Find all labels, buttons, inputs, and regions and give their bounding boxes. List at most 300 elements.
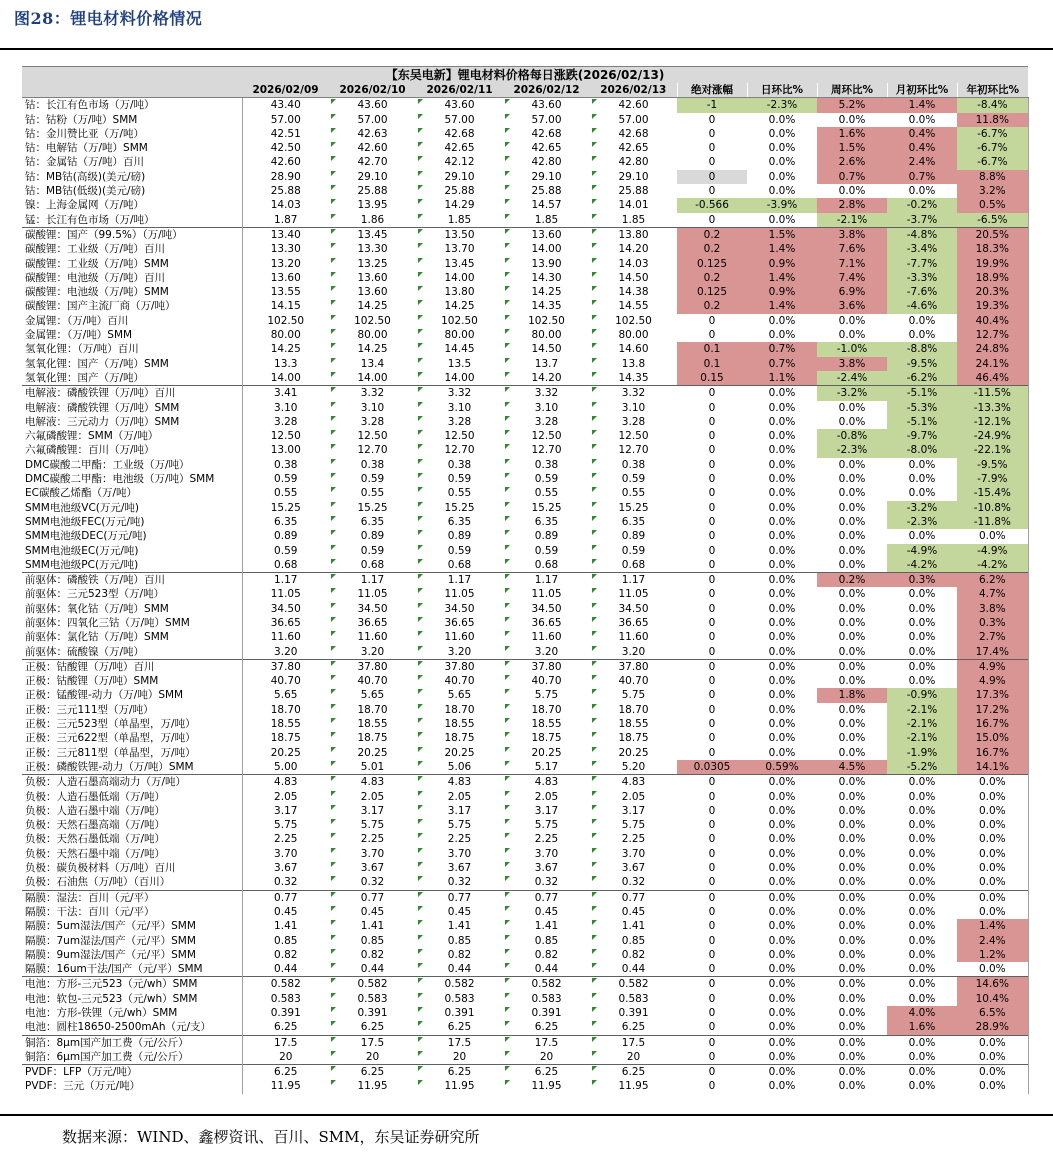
change-cell-year: 28.9% [957,1020,1028,1035]
price-cell: 2.05 [274,790,298,803]
price-cell: 102.50 [329,314,416,328]
price-cell: 0.85 [274,934,298,947]
table-row [22,602,1028,616]
material-name-cell: 六氟磷酸锂：SMM（万/吨） [22,429,242,443]
change-cell-mon: 0.0% [908,487,936,500]
price-cell: 0.89 [274,530,298,543]
price-cell: 14.00 [270,371,301,384]
price-table-container [22,66,1028,1094]
price-cell: 0.59 [416,472,503,486]
table-row [22,630,1028,644]
change-cell-day: 0.9% [747,257,817,271]
price-cell: 5.75 [590,818,677,832]
change-cell-year: -9.5% [957,458,1028,472]
change-cell-day: 0.0% [768,142,796,155]
price-cell: 13.95 [329,198,416,212]
price-cell: 0.82 [329,948,416,962]
change-cell-mon: 0.0% [908,819,936,832]
change-cell-week: 0.0% [838,963,866,976]
price-cell: 13.4 [329,357,416,371]
price-cell: 14.35 [503,299,590,313]
price-cell: 0.59 [274,473,298,486]
table-row [22,127,1028,141]
material-name-cell: 正极：锰酸锂-动力（万/吨）SMM [22,688,242,702]
table-row [22,992,1028,1006]
price-cell: 13.90 [503,257,590,271]
material-name-cell: 铜箔：6μm国产加工费（元/公斤） [22,1050,242,1065]
change-cell-day: 1.4% [747,242,817,256]
material-name-cell: 钴：MB钴(高级)(美元/磅) [22,170,242,184]
material-name-cell: 负极：人造石墨高端动力（万/吨） [22,775,242,790]
change-cell-week: 0.0% [838,1050,866,1063]
change-cell-day: 0.0% [768,113,796,126]
table-row [22,342,1028,356]
material-name-cell: 隔膜：干法：百川（元/平） [22,905,242,919]
change-cell-week: 5.2% [817,98,887,113]
material-name-cell: PVDF：LFP（万元/吨） [22,1065,242,1080]
price-cell: 0.82 [590,948,677,962]
table-row [22,804,1028,818]
change-cell-day: 0.0% [768,530,796,543]
material-name-cell: 前驱体：氯化钴（万/吨）SMM [22,630,242,644]
table-row [22,415,1028,429]
price-cell: 3.67 [590,861,677,875]
change-cell-abs: 0 [708,430,716,443]
change-cell-week: 0.0% [838,415,866,428]
price-cell: 3.10 [416,401,503,415]
table-row [22,1079,1028,1093]
change-cell-year: -7.9% [957,472,1028,486]
table-row [22,587,1028,601]
price-cell: 6.25 [590,1065,677,1080]
change-cell-day: 0.0% [768,314,796,327]
price-cell: 13.40 [242,227,329,242]
price-cell: 0.32 [503,875,590,890]
change-cell-year: -8.4% [957,98,1028,113]
change-cell-day: 0.0% [768,329,796,342]
change-cell-week: 3.6% [817,299,887,313]
material-name-cell: 电解液：磷酸铁锂（万/吨）SMM [22,401,242,415]
change-cell-mon: -5.3% [887,401,957,415]
price-cell: 14.03 [270,199,301,212]
material-name-cell: 氢氧化锂：（万/吨）百川 [22,342,242,356]
price-cell: 0.77 [503,890,590,905]
price-cell: 0.68 [329,558,416,573]
price-cell: 11.60 [416,630,503,644]
price-cell: 43.60 [416,98,503,113]
table-row [22,113,1028,127]
change-cell-year: 0.5% [957,198,1028,212]
change-cell-day: 0.0% [768,920,796,933]
change-cell-week: 0.0% [817,977,887,992]
price-cell: 14.00 [416,371,503,386]
material-name-cell: 负极：人造石墨中端（万/吨） [22,804,242,818]
price-cell: 0.77 [416,890,503,905]
change-cell-year: 4.9% [957,674,1028,688]
change-cell-mon: 1.6% [887,1020,957,1035]
material-name-cell: 电池：软包-三元523（元/wh）SMM [22,992,242,1006]
change-cell-abs: 0 [708,544,716,557]
change-cell-day: 0.0% [768,631,796,644]
table-row [22,861,1028,875]
price-cell: 0.44 [503,962,590,977]
price-cell: 14.25 [270,343,301,356]
price-cell: 43.40 [242,98,329,113]
price-cell: 57.00 [503,113,590,127]
source-note: 数据来源：WIND、鑫椤资讯、百川、SMM，东吴证券研究所 [62,1128,480,1146]
change-cell-abs: 0 [677,775,747,790]
change-cell-year: 0.0% [957,1050,1028,1065]
material-name-cell: 正极：钴酸锂（万/吨）百川 [22,659,242,674]
price-cell: 36.65 [416,616,503,630]
price-cell: 14.57 [503,198,590,212]
price-cell: 1.41 [503,919,590,933]
price-cell: 20 [416,1050,503,1065]
price-cell: 6.35 [590,515,677,529]
price-cell: 11.95 [590,1079,677,1093]
material-name-cell: 碳酸锂：国产主流厂商（万/吨） [22,299,242,313]
change-cell-week: 0.0% [838,675,866,688]
change-cell-mon: 0.0% [908,876,936,889]
price-cell: 0.82 [416,948,503,962]
price-cell: 11.60 [503,630,590,644]
price-cell: 13.3 [274,357,298,370]
top-divider [0,48,1053,50]
change-cell-abs: 0 [708,401,716,414]
change-cell-day: 0.0% [747,890,817,905]
table-row [22,271,1028,285]
change-cell-abs: 0 [708,501,716,514]
change-cell-abs: 0.2 [677,299,747,313]
change-cell-week: 0.0% [838,948,866,961]
price-cell: 1.85 [590,213,677,228]
change-cell-day: 0.0% [768,430,796,443]
price-cell: 42.65 [416,141,503,155]
change-cell-week: 1.5% [817,141,887,155]
price-cell: 36.65 [329,616,416,630]
change-cell-abs: 0 [708,602,716,615]
price-cell: 3.28 [329,415,416,429]
change-cell-week: -2.1% [817,213,887,228]
price-cell: 18.55 [270,718,301,731]
price-cell: 0.68 [590,558,677,573]
change-cell-abs: 0 [708,703,716,716]
price-cell: 36.65 [590,616,677,630]
change-cell-mon: -2.1% [887,703,957,717]
change-cell-week: 0.0% [838,329,866,342]
price-cell: 0.391 [590,1006,677,1020]
change-cell-year: 0.0% [957,1065,1028,1080]
change-cell-mon: -3.7% [887,213,957,228]
change-cell-week: 0.0% [838,530,866,543]
change-cell-week: 0.0% [838,718,866,731]
price-cell: 34.50 [416,602,503,616]
price-cell: 0.44 [590,962,677,977]
price-cell: 57.00 [590,113,677,127]
price-cell: 20 [590,1050,677,1065]
change-cell-year: 14.1% [957,760,1028,775]
price-cell: 12.50 [270,430,301,443]
table-row [22,501,1028,515]
change-cell-week: 3.8% [817,357,887,371]
change-cell-day: 0.0% [768,473,796,486]
price-cell: 1.41 [416,919,503,933]
price-cell: 5.65 [329,688,416,702]
table-row [22,458,1028,472]
change-cell-mon: 0.0% [908,616,936,629]
price-cell: 40.70 [503,674,590,688]
price-cell: 6.25 [329,1020,416,1035]
material-name-cell: SMM电池级EC(万元/吨) [22,544,242,558]
change-cell-abs: 0 [677,386,747,401]
price-cell: 13.45 [416,257,503,271]
change-cell-abs: 0 [708,1050,716,1063]
material-name-cell: 隔膜：7um湿法/国产（元/平）SMM [22,934,242,948]
price-cell: 1.85 [416,213,503,228]
price-cell: 3.17 [329,804,416,818]
change-cell-year: 0.3% [957,616,1028,630]
price-cell: 5.65 [416,688,503,702]
table-row [22,314,1028,328]
change-cell-day: -3.9% [747,198,817,212]
price-cell: 0.85 [329,934,416,948]
change-cell-week: 0.0% [817,1035,887,1050]
price-cell: 0.583 [329,992,416,1006]
material-name-cell: 氢氧化锂：国产（万/吨） [22,371,242,386]
price-cell: 2.05 [590,790,677,804]
change-cell-year: 12.7% [957,328,1028,342]
change-cell-year: -4.2% [957,558,1028,573]
price-cell: 0.82 [503,948,590,962]
change-cell-week: 0.0% [838,515,866,528]
change-cell-week: -2.3% [817,443,887,457]
price-cell: 0.68 [503,558,590,573]
price-cell: 5.75 [274,819,298,832]
price-cell: 0.583 [416,992,503,1006]
change-cell-week: 0.0% [838,790,866,803]
price-cell: 80.00 [329,328,416,342]
change-cell-mon: -1.9% [887,746,957,760]
change-cell-year: 20.3% [957,285,1028,299]
change-cell-mon: 0.0% [887,1065,957,1080]
change-cell-year: 0.0% [957,832,1028,846]
change-cell-mon: -5.1% [887,415,957,429]
change-cell-week: -2.4% [817,371,887,386]
material-name-cell: 钴：钴粉（万/吨）SMM [22,113,242,127]
price-cell: 17.5 [416,1035,503,1050]
header-column-9: 月初环比% [887,83,957,98]
material-name-cell: 正极：三元811型（单晶型，万/吨） [22,746,242,760]
change-cell-mon: -5.1% [887,386,957,401]
change-cell-week: 0.0% [838,920,866,933]
price-cell: 29.10 [503,170,590,184]
price-cell: 0.85 [503,934,590,948]
change-cell-week: 2.6% [817,155,887,169]
price-cell: 0.391 [503,1006,590,1020]
price-cell: 5.01 [329,760,416,775]
price-cell: 13.60 [503,227,590,242]
price-cell: 42.65 [503,141,590,155]
change-cell-day: 0.0% [768,790,796,803]
price-cell: 3.10 [590,401,677,415]
price-cell: 42.60 [329,141,416,155]
change-cell-week: 0.0% [838,833,866,846]
table-row [22,429,1028,443]
price-cell: 6.25 [416,1065,503,1080]
price-cell: 13.80 [416,285,503,299]
price-cell: 0.55 [274,487,298,500]
change-cell-day: 0.0% [747,573,817,588]
price-cell: 3.67 [416,861,503,875]
change-cell-year: -10.8% [957,501,1028,515]
change-cell-day: 0.0% [768,819,796,832]
price-cell: 42.68 [590,127,677,141]
header-column-8: 周环比% [817,83,887,98]
price-cell: 3.20 [416,645,503,660]
price-cell: 12.70 [590,443,677,457]
change-cell-week: 3.8% [817,227,887,242]
price-cell: 40.70 [329,674,416,688]
price-cell: 0.68 [416,558,503,573]
price-cell: 15.25 [590,501,677,515]
price-cell: 0.44 [416,962,503,977]
material-name-cell: 隔膜：16um干法/国产（元/平）SMM [22,962,242,977]
table-row [22,573,1028,588]
table-row [22,790,1028,804]
change-cell-year: 17.2% [957,703,1028,717]
price-cell: 3.32 [329,386,416,401]
change-cell-abs: 0 [708,415,716,428]
change-cell-day: 0.0% [768,1050,796,1063]
table-row [22,875,1028,890]
price-cell: 0.68 [274,558,298,571]
price-cell: 13.60 [329,285,416,299]
price-cell: 18.55 [329,717,416,731]
change-cell-abs: 0 [708,588,716,601]
change-cell-week: 0.0% [838,558,866,571]
price-cell: 3.10 [503,401,590,415]
change-cell-day: 0.0% [768,645,796,658]
change-cell-year: 17.3% [957,688,1028,702]
price-cell: 20.25 [503,746,590,760]
change-cell-abs: 0 [708,127,716,140]
material-name-cell: 负极：石油焦（万/吨）（百川） [22,875,242,890]
change-cell-year: 0.0% [957,875,1028,890]
price-cell: 5.65 [274,689,298,702]
change-cell-day: 0.7% [747,342,817,356]
price-cell: 1.17 [329,573,416,588]
change-cell-day: 0.0% [768,833,796,846]
material-name-cell: 负极：碳负极材料（万/吨）百川 [22,861,242,875]
table-header-row [22,83,1028,98]
price-cell: 0.582 [416,977,503,992]
change-cell-abs: 0.1 [677,357,747,371]
price-cell: 5.00 [274,760,298,773]
change-cell-week: 0.0% [838,501,866,514]
price-cell: 17.5 [329,1035,416,1050]
price-cell: 13.00 [270,444,301,457]
change-cell-mon: -8.8% [887,342,957,356]
change-cell-day: 0.0% [768,1021,796,1034]
change-cell-year: 3.8% [957,602,1028,616]
change-cell-mon: 0.0% [908,905,936,918]
change-cell-day: 0.0% [768,1007,796,1019]
change-cell-day: 0.0% [768,487,796,500]
price-cell: 0.38 [416,458,503,472]
price-cell: 6.25 [590,1020,677,1035]
price-cell: 18.75 [329,731,416,745]
price-cell: 5.20 [590,760,677,775]
price-cell: 0.582 [242,977,329,992]
change-cell-day: 0.59% [747,760,817,775]
material-name-cell: SMM电池级PC(万元/吨) [22,558,242,573]
price-cell: 11.95 [270,1080,301,1093]
change-cell-week: -0.8% [817,429,887,443]
price-cell: 4.83 [503,775,590,790]
price-cell: 14.35 [590,371,677,386]
price-cell: 0.89 [329,529,416,543]
change-cell-mon: 0.0% [887,890,957,905]
change-cell-day: 0.0% [768,401,796,414]
change-cell-year: 0.0% [957,1035,1028,1050]
material-name-cell: 隔膜：湿法：百川（元/平） [22,890,242,905]
change-cell-mon: -4.9% [887,544,957,558]
price-cell: 37.80 [590,659,677,674]
price-cell: 37.80 [329,659,416,674]
price-cell: 11.95 [416,1079,503,1093]
price-cell: 13.55 [270,286,301,299]
change-cell-year: 0.0% [957,847,1028,861]
price-cell: 12.50 [590,429,677,443]
price-cell: 37.80 [242,659,329,674]
price-cell: 0.89 [590,529,677,543]
material-name-cell: EC碳酸乙烯酯（万/吨） [22,486,242,500]
table-row [22,170,1028,184]
price-cell: 57.00 [329,113,416,127]
change-cell-day: 0.0% [768,588,796,601]
price-cell: 2.25 [274,833,298,846]
change-cell-year: 6.2% [957,573,1028,588]
change-cell-abs: 0 [708,689,716,702]
price-cell: 3.10 [329,401,416,415]
change-cell-day: 1.5% [747,227,817,242]
price-cell: 18.70 [329,703,416,717]
price-cell: 36.65 [503,616,590,630]
change-cell-week: 0.0% [838,185,866,198]
table-row [22,529,1028,543]
change-cell-year: 2.4% [957,934,1028,948]
material-name-cell: 正极：三元622型（单晶型，万/吨） [22,731,242,745]
price-cell: 0.55 [590,486,677,500]
price-cell: 0.44 [274,963,298,976]
change-cell-abs: 0.2 [677,271,747,285]
price-cell: 1.86 [329,213,416,228]
price-cell: 14.00 [416,271,503,285]
material-name-cell: 正极：磷酸铁锂-动力（万/吨）SMM [22,760,242,775]
material-name-cell: SMM电池级VC(万元/吨) [22,501,242,515]
price-cell: 0.77 [590,890,677,905]
change-cell-mon: 0.0% [887,659,957,674]
material-name-cell: 前驱体：三元523型（万/吨） [22,587,242,601]
change-cell-abs: 0.15 [677,371,747,386]
price-cell: 0.32 [416,875,503,890]
change-cell-mon: -4.8% [887,227,957,242]
price-cell: 40.70 [270,675,301,688]
change-cell-abs: 0 [708,156,716,169]
change-cell-abs: 0.1 [677,342,747,356]
material-name-cell: 金属锂：（万/吨）SMM [22,328,242,342]
price-cell: 0.89 [416,529,503,543]
